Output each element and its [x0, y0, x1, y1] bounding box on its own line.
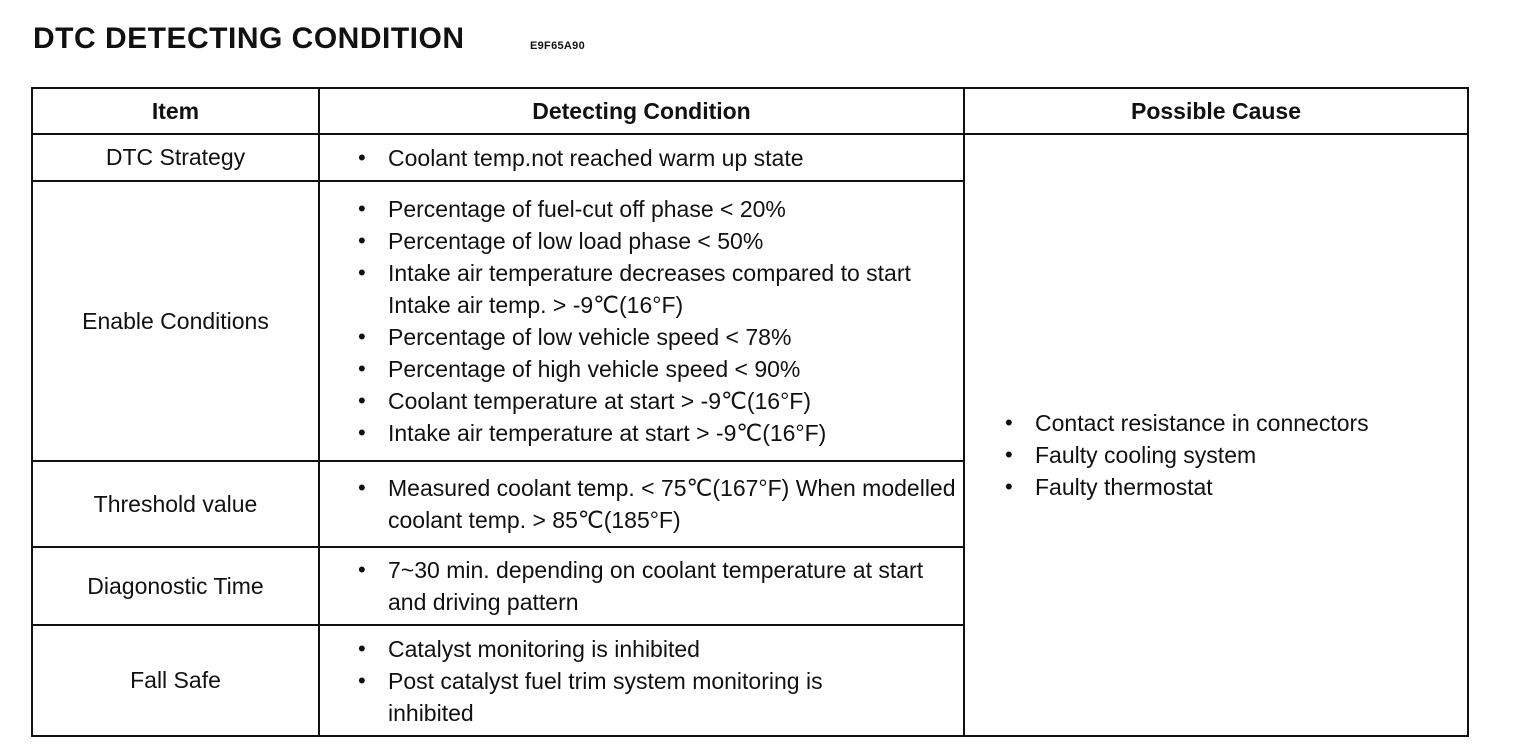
- dtc-table: [31, 87, 1469, 737]
- condition-cell: [319, 625, 964, 736]
- table-row-dtc-strategy: [32, 134, 1468, 181]
- condition-bullet: • Intake air temperature decreases compared to start Intake air temp. > -9℃(16°F): [358, 257, 957, 321]
- condition-bullet: • Coolant temperature at start > -9℃(16°F): [358, 385, 957, 417]
- item-cell: Threshold value: [32, 461, 319, 547]
- condition-bullet: • Catalyst monitoring is inhibited: [358, 633, 957, 665]
- condition-cell: [319, 547, 964, 625]
- column-header-condition: Detecting Condition: [319, 88, 964, 134]
- item-cell: DTC Strategy: [32, 134, 319, 181]
- cause-bullet: • Faulty thermostat: [1005, 471, 1467, 503]
- header-row: [32, 88, 1468, 134]
- item-cell: Enable Conditions: [32, 181, 319, 461]
- condition-cell: [319, 181, 964, 461]
- condition-bullet: • Percentage of high vehicle speed < 90%: [358, 353, 957, 385]
- column-header-item: Item: [32, 88, 319, 134]
- page-title: DTC DETECTING CONDITION: [33, 22, 465, 55]
- condition-bullet: • 7~30 min. depending on coolant temperature at start and driving pattern: [358, 554, 957, 618]
- possible-cause-cell: [964, 134, 1468, 736]
- condition-bullet: • Post catalyst fuel trim system monitoring is inhibited: [358, 665, 957, 729]
- condition-bullet: • Percentage of low load phase < 50%: [358, 225, 957, 257]
- condition-bullet: • Intake air temperature at start > -9℃(16°F): [358, 417, 957, 449]
- condition-cell: [319, 134, 964, 181]
- cause-bullet: • Faulty cooling system: [1005, 439, 1467, 471]
- document-code: E9F65A90: [530, 40, 585, 52]
- condition-bullet: • Percentage of fuel-cut off phase < 20%: [358, 193, 957, 225]
- condition-bullet: • Coolant temp.not reached warm up state: [358, 142, 957, 174]
- item-cell: Fall Safe: [32, 625, 319, 736]
- column-header-cause: Possible Cause: [964, 88, 1468, 134]
- condition-bullet: • Measured coolant temp. < 75℃(167°F) When modelled coolant temp. > 85℃(185°F): [358, 472, 957, 536]
- cause-bullet: • Contact resistance in connectors: [1005, 407, 1467, 439]
- item-cell: Diagonostic Time: [32, 547, 319, 625]
- condition-bullet: • Percentage of low vehicle speed < 78%: [358, 321, 957, 353]
- condition-cell: [319, 461, 964, 547]
